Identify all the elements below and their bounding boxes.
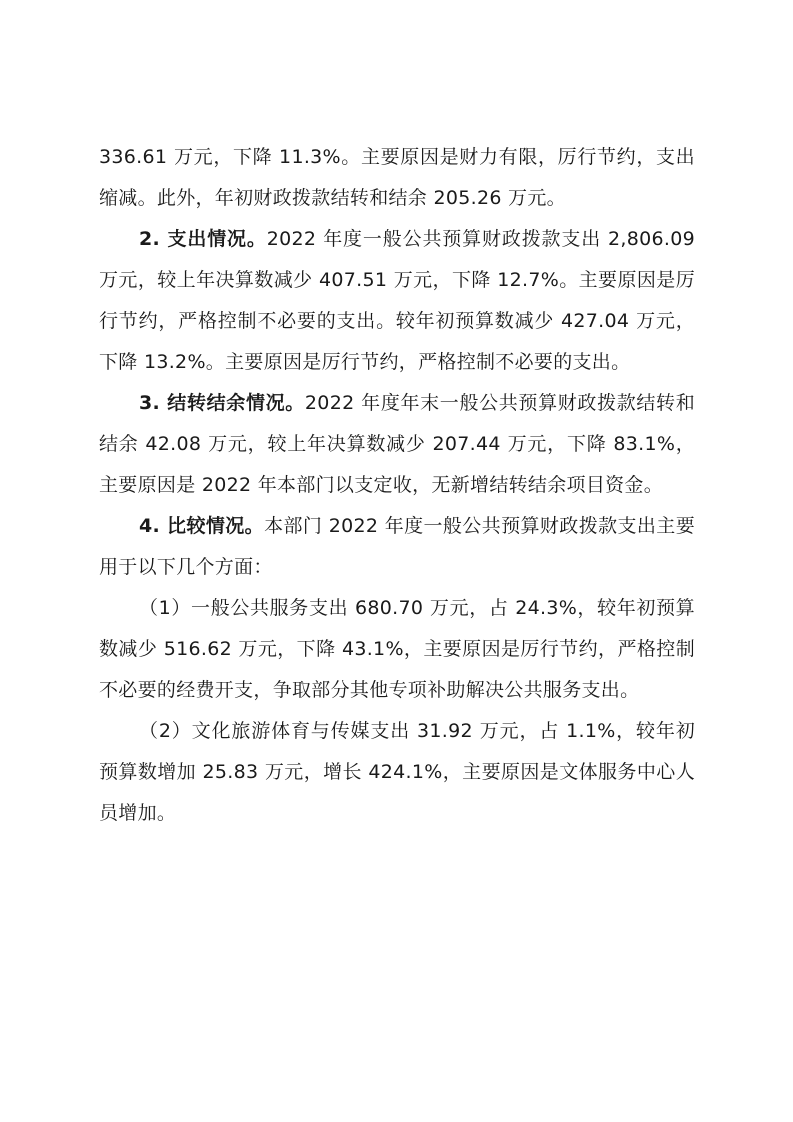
paragraph-text: 本部门 2022 年度一般公共预算财政拨款支出主要用于以下几个方面： [99,515,696,578]
paragraph-income-continuation [99,137,695,219]
paragraph-carryover [99,383,695,506]
paragraph-text: （2）文化旅游体育与传媒支出 31.92 万元，占 1.1%，较年初预算数增加 25.83 万元，增长 424.1%，主要原因是文体服务中心人员增加。 [99,720,695,824]
paragraph-text: （1）一般公共服务支出 680.70 万元，占 24.3%，较年初预算数减少 516.62 万元，下降 43.1%，主要原因是厉行节约，严格控制不必要的经费开支，争取部分其他专项补助解决公共服务支出。 [99,597,695,701]
section-heading-carryover: 3. 结转结余情况。 [139,392,305,414]
section-heading-expenditure: 2. 支出情况。 [139,228,267,250]
paragraph-text: 2022 年度年末一般公共预算财政拨款结转和结余 42.08 万元，较上年决算数减少 207.44 万元，下降 83.1%，主要原因是 2022 年本部门以支定收，无新增结转结余项目资金。 [99,392,695,496]
paragraph-comparison [99,506,695,588]
paragraph-item-general-public-services [99,588,695,711]
paragraph-text: 2022 年度一般公共预算财政拨款支出 2,806.09 万元，较上年决算数减少 407.51 万元，下降 12.7%。主要原因是厉行节约，严格控制不必要的支出。较年初预算数减少 427.04 万元，下降 13.2%。主要原因是厉行节约，严格控制不必要的支出。 [99,228,696,373]
section-heading-comparison: 4. 比较情况。 [139,515,265,537]
document-body [99,137,695,834]
paragraph-text: 336.61 万元，下降 11.3%。主要原因是财力有限，厉行节约，支出缩减。此外，年初财政拨款结转和结余 205.26 万元。 [99,146,695,209]
paragraph-item-culture-tourism-sports [99,711,695,834]
paragraph-expenditure [99,219,695,383]
